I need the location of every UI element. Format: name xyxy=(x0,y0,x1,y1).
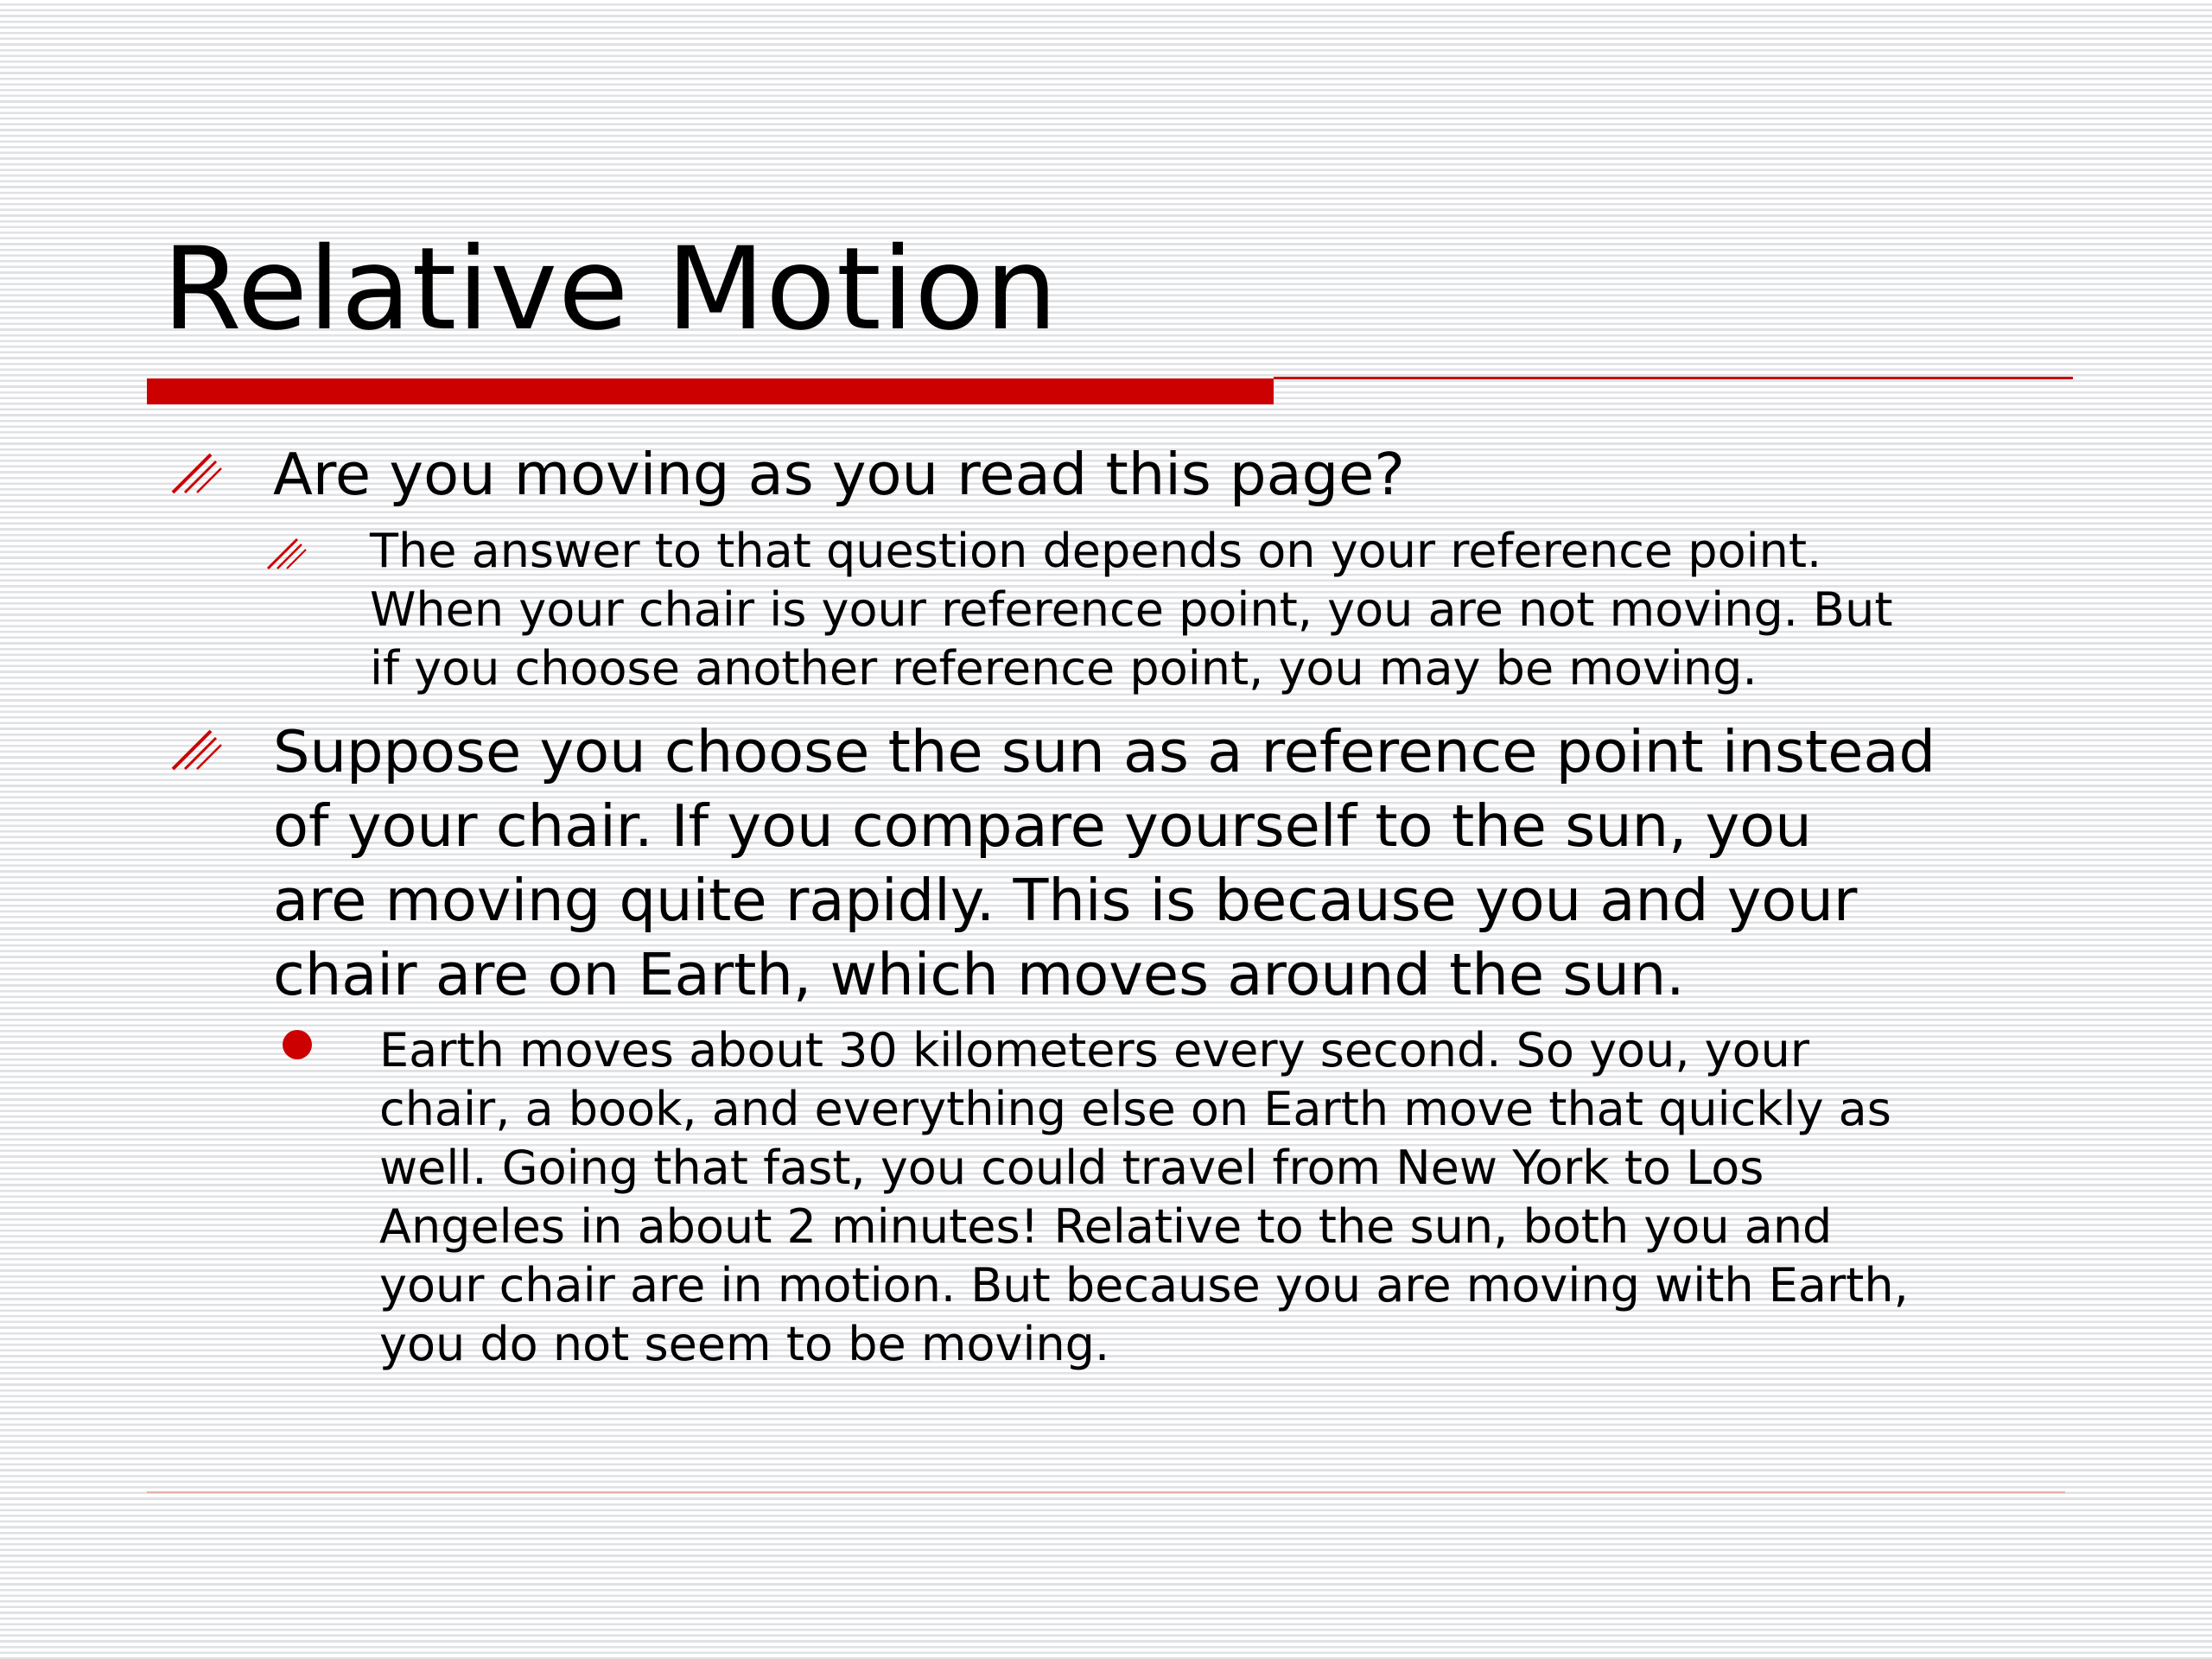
bullet-text: Suppose you choose the sun as a reference point instead of your chair. If you compare yourself to the sun, you are moving quite rapidly. This is because you and your chair are on Earth, which moves around the sun. xyxy=(273,718,1936,1008)
bullet-text: The answer to that question depends on your reference point. When your chair is your reference point, you are not moving. But if you choose another reference point, you may be moving. xyxy=(370,524,1893,696)
dot-bullet-icon xyxy=(283,1030,312,1059)
slash-bullet-icon xyxy=(266,536,308,570)
slash-bullet-icon xyxy=(171,728,225,771)
slide-title: Relative Motion xyxy=(162,223,1058,356)
footer-divider xyxy=(147,1491,2065,1493)
title-underline-thick xyxy=(147,378,1274,404)
bullet-text: Earth moves about 30 kilometers every second. So you, your chair, a book, and everything else on Earth move that quickly as well. Going that fast, you could travel from New York to Los Angeles in about 2 minutes! Relative to the sun, both you and your chair are in motion. But because you are moving with Earth, you do not seem to be moving. xyxy=(379,1023,1909,1371)
slash-bullet-icon xyxy=(171,451,225,494)
bullet-text: Are you moving as you read this page? xyxy=(273,441,1405,508)
title-underline-thin xyxy=(1274,377,2073,379)
